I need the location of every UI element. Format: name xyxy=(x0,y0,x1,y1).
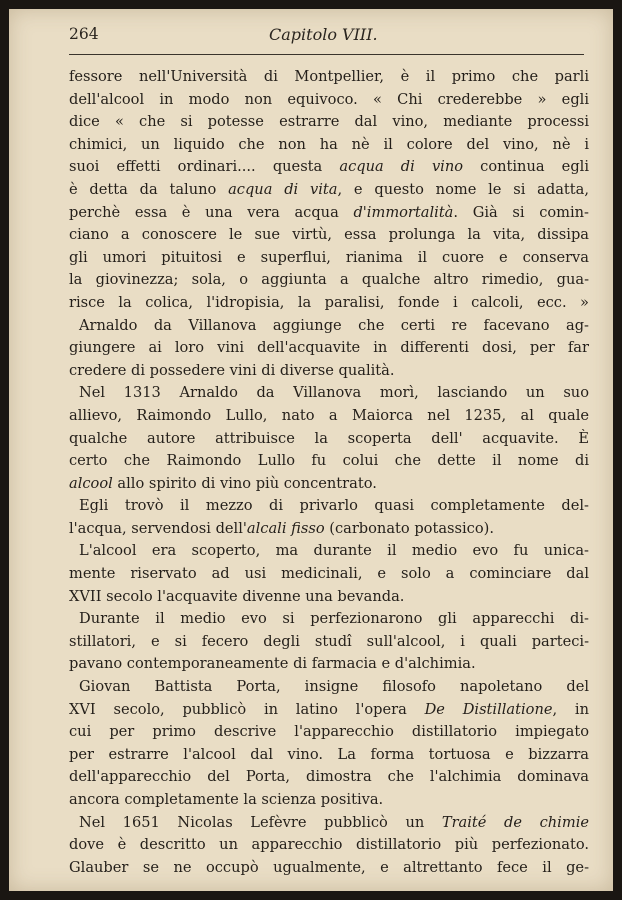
text-line xyxy=(69,699,589,722)
text-line xyxy=(69,405,589,428)
text-run: Arnaldo da Villanova aggiunge che certi re facevano ag- xyxy=(79,316,589,334)
header-rule xyxy=(69,54,584,55)
text-run: continua egli xyxy=(463,158,589,176)
text-run: perchè essa è una vera acqua xyxy=(69,203,354,221)
text-line xyxy=(69,495,589,518)
text-run: Durante il medio evo si perfezionarono gli apparecchi di- xyxy=(79,610,589,628)
text-line xyxy=(69,66,589,89)
text-run: (carbonato potassico). xyxy=(324,519,494,537)
text-run: chimici, un liquido che non ha nè il colore del vino, nè i xyxy=(69,135,589,153)
text-line xyxy=(69,134,589,157)
text-line xyxy=(69,631,589,654)
italic-term: acqua di vino xyxy=(339,158,464,176)
text-line xyxy=(69,224,589,247)
text-line xyxy=(69,586,589,609)
text-run: risce la colica, l'idropisia, la paralisi, fonde i calcoli, ecc. » xyxy=(69,293,589,311)
text-line xyxy=(69,179,589,202)
book-page xyxy=(9,9,613,891)
text-run: fessore nell'Università di Montpellier, è il primo che parli xyxy=(69,68,589,85)
text-run: ancora completamente la scienza positiva. xyxy=(69,791,384,808)
text-line xyxy=(69,337,589,360)
text-run: XVII secolo l'acquavite divenne una bevanda. xyxy=(69,587,405,605)
text-line xyxy=(69,473,589,496)
text-line xyxy=(69,428,589,451)
text-line xyxy=(69,857,589,880)
text-run: stillatori, e si fecero degli studî sull'alcool, i quali parteci- xyxy=(69,632,589,650)
text-line xyxy=(69,247,589,270)
text-line xyxy=(69,812,589,835)
text-line xyxy=(69,540,589,563)
text-run: dove è descritto un apparecchio distillatorio più perfezionato. xyxy=(69,836,589,854)
text-run: mente riservato ad usi medicinali, e solo a cominciare dal xyxy=(69,565,589,583)
italic-term: De Distillatione xyxy=(424,700,553,718)
text-run: . Già si comin- xyxy=(453,203,589,221)
text-run: , in xyxy=(552,700,589,718)
text-line xyxy=(69,518,589,541)
text-run: pavano contemporaneamente di farmacia e d'alchimia. xyxy=(69,655,476,673)
text-line xyxy=(69,292,589,315)
text-line xyxy=(69,89,589,112)
text-run: Nel 1313 Arnaldo da Villanova morì, lasciando un suo xyxy=(79,384,589,402)
text-run: è detta da taluno xyxy=(69,180,229,198)
text-run: Egli trovò il mezzo di privarlo quasi completamente del- xyxy=(79,497,589,515)
text-run: credere di possedere vini di diverse qualità. xyxy=(69,361,395,379)
text-run: gli umori pituitosi e superflui, rianima il cuore e conserva xyxy=(69,248,589,266)
text-run: Giovan Battista Porta, insigne filosofo napoletano del xyxy=(79,678,589,696)
text-line xyxy=(69,269,589,292)
text-line xyxy=(69,450,589,473)
chapter-title: Capitolo VIII. xyxy=(269,25,378,44)
text-run: qualche autore attribuisce la scoperta dell' acquavite. È xyxy=(69,429,589,447)
text-line xyxy=(69,676,589,699)
text-line xyxy=(69,156,589,179)
text-run: dell'alcool in modo non equivoco. « Chi crederebbe » egli xyxy=(69,90,589,108)
text-run: dice « che si potesse estrarre dal vino, mediante processi xyxy=(69,113,589,131)
text-run: allievo, Raimondo Lullo, nato a Maiorca nel 1235, al quale xyxy=(69,406,589,424)
text-run: l'acqua, servendosi dell' xyxy=(69,519,247,537)
italic-term: alcool xyxy=(69,474,113,492)
text-run: XVI secolo, pubblicò in latino l'opera xyxy=(69,700,425,718)
text-run: Glauber se ne occupò ugualmente, e altrettanto fece il ge- xyxy=(69,858,589,876)
text-run: la giovinezza; sola, o aggiunta a qualche altro rimedio, gua- xyxy=(69,271,589,289)
italic-term: Traité de chimie xyxy=(441,813,589,831)
text-run: ciano a conoscere le sue virtù, essa prolunga la vita, dissipa xyxy=(69,226,589,244)
text-line xyxy=(69,766,589,789)
page-number: 264 xyxy=(69,25,99,43)
text-run: dell'apparecchio del Porta, dimostra che l'alchimia dominava xyxy=(69,768,589,786)
text-run: L'alcool era scoperto, ma durante il medio evo fu unica- xyxy=(79,542,589,560)
italic-term: acqua di vita xyxy=(228,180,338,198)
italic-term: alcali fisso xyxy=(246,519,325,537)
text-line xyxy=(69,202,589,225)
text-run: suoi effetti ordinari.... questa xyxy=(69,158,340,176)
text-run: cui per primo descrive l'apparecchio distillatorio impiegato xyxy=(69,723,589,741)
text-line xyxy=(69,653,589,676)
text-run: Nel 1651 Nicolas Lefèvre pubblicò un xyxy=(79,813,442,831)
body-text xyxy=(69,66,589,879)
text-line xyxy=(69,721,589,744)
text-run: giungere ai loro vini dell'acquavite in differenti dosi, per far xyxy=(69,339,589,357)
text-line xyxy=(69,563,589,586)
text-line xyxy=(69,382,589,405)
text-run: , e questo nome le si adatta, xyxy=(337,180,589,198)
italic-term: d'immortalità xyxy=(353,203,454,221)
text-line xyxy=(69,744,589,767)
text-line xyxy=(69,789,589,812)
text-run: per estrarre l'alcool dal vino. La forma tortuosa e bizzarra xyxy=(69,745,589,763)
text-run: certo che Raimondo Lullo fu colui che dette il nome di xyxy=(69,452,589,470)
text-line xyxy=(69,834,589,857)
text-line xyxy=(69,360,589,383)
text-run: allo spirito di vino più concentrato. xyxy=(112,474,377,492)
text-line xyxy=(69,111,589,134)
text-line xyxy=(69,315,589,338)
text-line xyxy=(69,608,589,631)
